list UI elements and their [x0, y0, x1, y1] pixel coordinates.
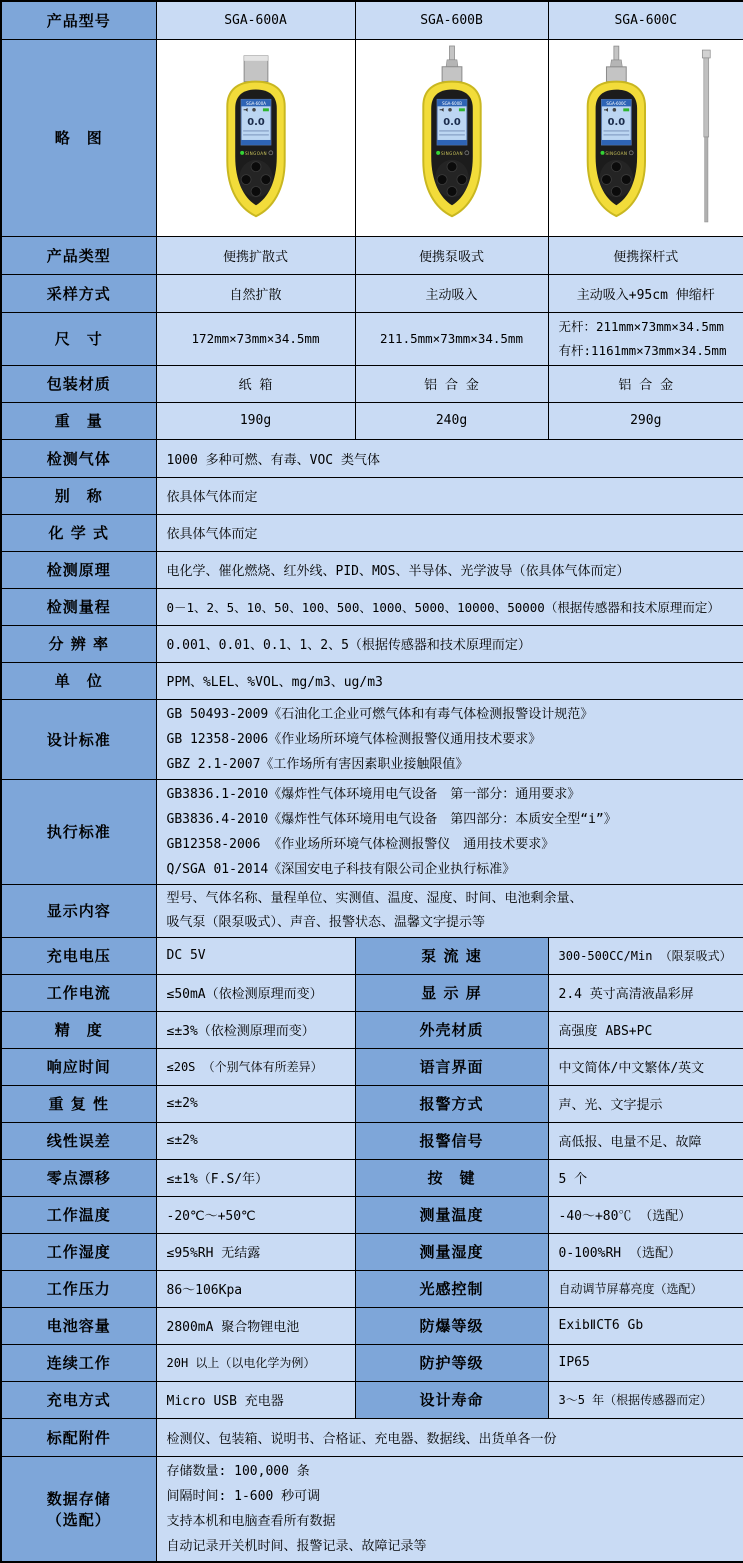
row-battery-capacity-explosion-proof [1, 1307, 743, 1344]
battery-icon [262, 108, 268, 111]
unit-value: PPM、%LEL、%VOL、mg/m3、ug/m3 [156, 662, 743, 699]
label-protection-grade: 防护等级 [355, 1344, 548, 1381]
sampling-c: 主动吸入+95cm 伸缩杆 [548, 274, 743, 312]
dimensions-c-line1: 无杆：211mm×73mm×34.5mm [558, 318, 724, 334]
label-measure-temperature: 测量温度 [355, 1196, 548, 1233]
dimensions-c-line2: 有杆:1161mm×73mm×34.5mm [558, 342, 727, 358]
sensor-cap [442, 66, 462, 81]
product-type-c: 便携探杆式 [548, 236, 743, 274]
label-charge-voltage: 充电电压 [1, 937, 156, 974]
row-dimensions [1, 312, 743, 365]
design-standard-line3: GBZ 2.1-2007《工作场所有害因素职业接触限值》 [166, 756, 469, 772]
sampling-a: 自然扩散 [156, 274, 355, 312]
label-data-storage [1, 1456, 156, 1562]
detection-range-value: 0－1、2、5、10、50、100、500、1000、5000、10000、50000（根据传感器和技术原理而定） [156, 588, 743, 625]
sketch-cell-c [548, 39, 743, 236]
power-led [600, 150, 604, 154]
label-alias: 别 称 [1, 477, 156, 514]
protection-grade-value: IP65 [548, 1344, 743, 1381]
label-design-standard: 设计标准 [1, 699, 156, 779]
continuous-working-value: 20H 以上（以电化学为例） [156, 1344, 355, 1381]
display-content-line1: 型号、气体名称、量程单位、实测值、温度、湿度、时间、电池剩余量、 [166, 890, 583, 906]
detection-principle-value: 电化学、催化燃烧、红外线、PID、MOS、半导体、光学波导（依具体气体而定） [156, 551, 743, 588]
label-battery-capacity: 电池容量 [1, 1307, 156, 1344]
chemical-formula-value: 依具体气体而定 [156, 514, 743, 551]
battery-icon [623, 108, 629, 111]
alias-value: 依具体气体而定 [156, 477, 743, 514]
device-image-sga-600c [562, 44, 730, 232]
linearity-error-value: ≤±2% [156, 1122, 355, 1159]
label-shell-material: 外壳材质 [355, 1011, 548, 1048]
design-life-value: 3～5 年（根据传感器而定） [548, 1381, 743, 1418]
zero-drift-value: ≤±1%（F.S/年） [156, 1159, 355, 1196]
data-storage-label-line1: 数据存储 [46, 1489, 111, 1508]
label-design-life: 设计寿命 [355, 1381, 548, 1418]
data-storage-value [156, 1456, 743, 1562]
display-content-line2: 吸气泵（限泵吸式）、声音、报警状态、温馨文字提示等 [166, 914, 486, 930]
shell-material-value: 高强度 ABS+PC [548, 1011, 743, 1048]
device-image-sga-600a [196, 44, 316, 232]
repeatability-value: ≤±2% [156, 1085, 355, 1122]
row-response-time-language-ui [1, 1048, 743, 1085]
label-light-control: 光感控制 [355, 1270, 548, 1307]
label-measure-humidity: 测量湿度 [355, 1233, 548, 1270]
sensor-cap [606, 66, 626, 81]
execution-standard-line4: Q/SGA 01-2014《深国安电子科技有限公司企业执行标准》 [166, 861, 516, 877]
packaging-a: 纸 箱 [156, 365, 355, 402]
row-linearity-error-alarm-signal [1, 1122, 743, 1159]
design-standard-value [156, 699, 743, 779]
screen-value: 0.0 [246, 116, 265, 128]
label-repeatability: 重 复 性 [1, 1085, 156, 1122]
working-current-value: ≤50mA（依检测原理而变） [156, 974, 355, 1011]
charge-method-value: Micro USB 充电器 [156, 1381, 355, 1418]
label-resolution: 分 辨 率 [1, 625, 156, 662]
label-working-temperature: 工作温度 [1, 1196, 156, 1233]
label-accuracy: 精 度 [1, 1011, 156, 1048]
weight-a: 190g [156, 402, 355, 439]
brand-label: SINGOAN [605, 150, 628, 156]
row-resolution [1, 625, 743, 662]
dimensions-b: 211.5mm×73mm×34.5mm [355, 312, 548, 365]
label-working-humidity: 工作湿度 [1, 1233, 156, 1270]
weight-c: 290g [548, 402, 743, 439]
battery-capacity-value: 2800mA 聚合物锂电池 [156, 1307, 355, 1344]
row-working-current-display-screen [1, 974, 743, 1011]
screen-value: 0.0 [442, 116, 461, 128]
charge-voltage-value: DC 5V [156, 937, 355, 974]
row-zero-drift-keys [1, 1159, 743, 1196]
working-pressure-value: 86～106Kpa [156, 1270, 355, 1307]
execution-standard-line2: GB3836.4-2010《爆炸性气体环境用电气设备 第四部分：本质安全型“i”》 [166, 811, 617, 827]
label-explosion-proof-grade: 防爆等级 [355, 1307, 548, 1344]
screen-value: 0.0 [607, 116, 625, 128]
model-name-b: SGA-600B [355, 1, 548, 39]
row-unit [1, 662, 743, 699]
screen-status-bar [241, 139, 271, 144]
row-product-model [1, 1, 743, 39]
data-storage-line4: 自动记录开关机时间、报警记录、故障记录等 [166, 1538, 427, 1554]
pump-probe [614, 46, 619, 60]
design-standard-line1: GB 50493-2009《石油化工企业可燃气体和有毒气体检测报警设计规范》 [166, 706, 594, 722]
row-display-content [1, 884, 743, 937]
fan-icon [612, 108, 616, 112]
execution-standard-line1: GB3836.1-2010《爆炸性气体环境用电气设备 第一部分：通用要求》 [166, 786, 581, 802]
screen-model-text: SGA-600A [245, 100, 266, 106]
brand-label: SINGOAN [440, 150, 463, 156]
weight-b: 240g [355, 402, 548, 439]
power-led [436, 150, 440, 154]
label-gas-detected: 检测气体 [1, 439, 156, 477]
label-alarm-signal: 报警信号 [355, 1122, 548, 1159]
row-alias [1, 477, 743, 514]
row-product-type [1, 236, 743, 274]
fan-icon [448, 108, 452, 112]
label-execution-standard: 执行标准 [1, 779, 156, 884]
light-control-value: 自动调节屏幕亮度（选配） [548, 1270, 743, 1307]
telescopic-rod-tip [702, 50, 710, 58]
alarm-signal-value: 高低报、电量不足、故障 [548, 1122, 743, 1159]
screen-model-text: SGA-600C [606, 100, 627, 106]
measure-temperature-value: -40～+80℃ （选配） [548, 1196, 743, 1233]
row-repeatability-alarm-mode [1, 1085, 743, 1122]
label-charge-method: 充电方式 [1, 1381, 156, 1418]
label-keys: 按 键 [355, 1159, 548, 1196]
product-type-a: 便携扩散式 [156, 236, 355, 274]
data-storage-line3: 支持本机和电脑查看所有数据 [166, 1513, 336, 1529]
design-standard-line2: GB 12358-2006《作业场所环境气体检测报警仪通用技术要求》 [166, 731, 542, 747]
accessories-value: 检测仪、包装箱、说明书、合格证、充电器、数据线、出货单各一份 [156, 1418, 743, 1456]
screen-model-text: SGA-600B [441, 100, 462, 106]
explosion-proof-grade-value: ExibⅡCT6 Gb [548, 1307, 743, 1344]
row-detection-range [1, 588, 743, 625]
row-execution-standard [1, 779, 743, 884]
device-image-sga-600b [392, 44, 512, 232]
gas-detected-value: 1000 多种可燃、有毒、VOC 类气体 [156, 439, 743, 477]
row-continuous-working-protection-grade [1, 1344, 743, 1381]
row-chemical-formula [1, 514, 743, 551]
label-dimensions: 尺 寸 [1, 312, 156, 365]
response-time-value: ≤20S （个别气体有所差异） [156, 1048, 355, 1085]
battery-icon [458, 108, 464, 111]
label-packaging-material: 包装材质 [1, 365, 156, 402]
label-detection-range: 检测量程 [1, 588, 156, 625]
power-led [240, 150, 244, 154]
row-design-standard [1, 699, 743, 779]
working-humidity-value: ≤95%RH 无结露 [156, 1233, 355, 1270]
display-screen-value: 2.4 英寸高清液晶彩屏 [548, 974, 743, 1011]
label-product-type: 产品类型 [1, 236, 156, 274]
packaging-b: 铝 合 金 [355, 365, 548, 402]
label-working-pressure: 工作压力 [1, 1270, 156, 1307]
pump-probe [449, 45, 454, 59]
label-alarm-mode: 报警方式 [355, 1085, 548, 1122]
label-zero-drift: 零点漂移 [1, 1159, 156, 1196]
accuracy-value: ≤±3%（依检测原理而变） [156, 1011, 355, 1048]
keys-value: 5 个 [548, 1159, 743, 1196]
working-temperature-value: -20℃～+50℃ [156, 1196, 355, 1233]
alarm-mode-value: 声、光、文字提示 [548, 1085, 743, 1122]
label-chemical-formula: 化 学 式 [1, 514, 156, 551]
screen-status-bar [437, 139, 467, 144]
row-charge-method-design-life [1, 1381, 743, 1418]
screen-status-bar [601, 139, 631, 144]
product-type-b: 便携泵吸式 [355, 236, 548, 274]
sampling-b: 主动吸入 [355, 274, 548, 312]
measure-humidity-value: 0-100%RH （选配） [548, 1233, 743, 1270]
dimensions-c [548, 312, 743, 365]
label-display-content: 显示内容 [1, 884, 156, 937]
pump-flow-value: 300-500CC/Min （限泵吸式） [548, 937, 743, 974]
display-content-value [156, 884, 743, 937]
telescopic-rod [704, 57, 709, 136]
execution-standard-value [156, 779, 743, 884]
sketch-cell-a [156, 39, 355, 236]
row-accessories [1, 1418, 743, 1456]
label-detection-principle: 检测原理 [1, 551, 156, 588]
row-data-storage [1, 1456, 743, 1562]
data-storage-line1: 存储数量: 100,000 条 [166, 1463, 310, 1479]
row-packaging-material [1, 365, 743, 402]
resolution-value: 0.001、0.01、0.1、1、2、5（根据传感器和技术原理而定） [156, 625, 743, 662]
label-accessories: 标配附件 [1, 1418, 156, 1456]
label-language-ui: 语言界面 [355, 1048, 548, 1085]
language-ui-value: 中文简体/中文繁体/英文 [548, 1048, 743, 1085]
row-working-temperature-measure-temperature [1, 1196, 743, 1233]
row-gas-detected [1, 439, 743, 477]
label-display-screen: 显 示 屏 [355, 974, 548, 1011]
row-detection-principle [1, 551, 743, 588]
label-continuous-working: 连续工作 [1, 1344, 156, 1381]
label-sampling-method: 采样方式 [1, 274, 156, 312]
label-weight: 重 量 [1, 402, 156, 439]
row-sketch [1, 39, 743, 236]
row-sampling-method [1, 274, 743, 312]
row-charge-voltage-pump-flow [1, 937, 743, 974]
model-name-a: SGA-600A [156, 1, 355, 39]
dimensions-a: 172mm×73mm×34.5mm [156, 312, 355, 365]
row-working-pressure-light-control [1, 1270, 743, 1307]
label-sketch: 略 图 [1, 39, 156, 236]
label-product-model: 产品型号 [1, 1, 156, 39]
label-pump-flow: 泵 流 速 [355, 937, 548, 974]
row-accuracy-shell-material [1, 1011, 743, 1048]
packaging-c: 铝 合 金 [548, 365, 743, 402]
sketch-cell-b [355, 39, 548, 236]
label-working-current: 工作电流 [1, 974, 156, 1011]
row-working-humidity-measure-humidity [1, 1233, 743, 1270]
fan-icon [252, 108, 256, 112]
label-unit: 单 位 [1, 662, 156, 699]
label-response-time: 响应时间 [1, 1048, 156, 1085]
data-storage-label-line2: （选配） [46, 1510, 111, 1529]
model-name-c: SGA-600C [548, 1, 743, 39]
execution-standard-line3: GB12358-2006 《作业场所环境气体检测报警仪 通用技术要求》 [166, 836, 555, 852]
row-weight [1, 402, 743, 439]
label-linearity-error: 线性误差 [1, 1122, 156, 1159]
brand-label: SINGOAN [244, 150, 267, 156]
data-storage-line2: 间隔时间: 1-600 秒可调 [166, 1488, 321, 1504]
